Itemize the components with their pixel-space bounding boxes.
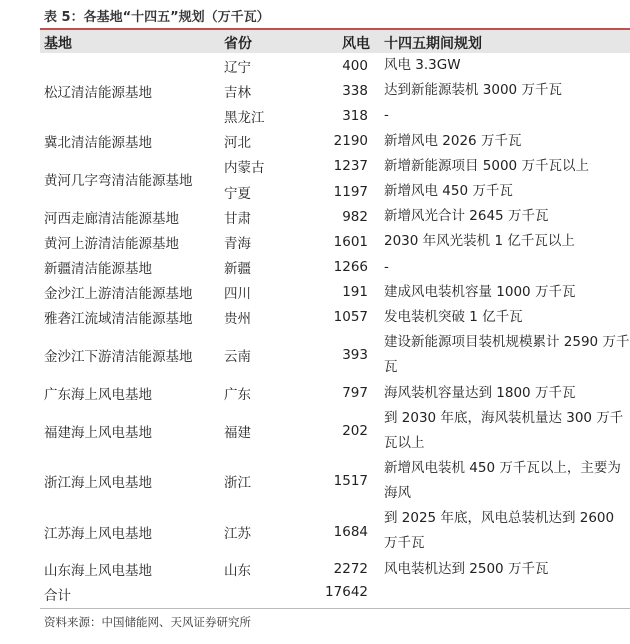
wind-cell: 191 — [342, 284, 368, 301]
province-cell: 宁夏 — [224, 185, 251, 202]
plan-cell: - — [384, 258, 389, 275]
base-group — [40, 255, 630, 280]
province-cell: 内蒙古 — [224, 160, 265, 177]
plan-cell: 到 2025 年底，风电总装机达到 2600 万千瓦 — [384, 510, 615, 552]
province-cell: 黑龙江 — [224, 109, 265, 126]
base-name-cell: 江苏海上风电基地 — [44, 525, 152, 542]
wind-cell: 393 — [342, 347, 368, 364]
base-name-cell: 黄河几字弯清洁能源基地 — [44, 172, 193, 189]
total-wind-value: 17642 — [325, 584, 368, 600]
plan-cell: 风电 3.3GW — [384, 57, 461, 74]
base-group — [40, 204, 630, 229]
wind-cell: 2272 — [333, 561, 368, 578]
table-body — [40, 53, 630, 605]
province-cell: 新疆 — [224, 261, 251, 278]
plan-cell: 新增风光合计 2645 万千瓦 — [384, 208, 549, 225]
base-group — [40, 229, 630, 254]
base-group — [40, 456, 630, 506]
base-name-cell: 福建海上风电基地 — [44, 424, 152, 441]
base-group — [40, 53, 630, 129]
base-name-cell: 雅砻江流域清洁能源基地 — [44, 311, 193, 328]
plan-cell: 新增新能源项目 5000 万千瓦以上 — [384, 157, 589, 174]
table-caption: 表 5：各基地“十四五”规划（万千瓦） — [44, 10, 270, 25]
wind-cell: 318 — [342, 107, 368, 124]
province-cell: 山东 — [224, 563, 251, 580]
plan-cell: 风电装机达到 2500 万千瓦 — [384, 560, 549, 577]
base-group — [40, 129, 630, 154]
wind-cell: 1517 — [333, 473, 368, 490]
plan-cell: 达到新能源装机 3000 万千瓦 — [384, 82, 562, 99]
wind-cell: 1266 — [333, 259, 368, 276]
province-cell: 辽宁 — [224, 59, 251, 76]
wind-cell: 338 — [342, 82, 368, 99]
province-cell: 四川 — [224, 286, 251, 303]
header-plan: 十四五期间规划 — [384, 36, 482, 52]
plan-cell: 2030 年风光装机 1 亿千瓦以上 — [384, 233, 575, 250]
wind-cell: 202 — [342, 422, 368, 439]
plan-cell: 发电装机突破 1 亿千瓦 — [384, 308, 523, 325]
base-name-cell: 金沙江下游清洁能源基地 — [44, 349, 193, 366]
plan-cell: 新增风电 450 万千瓦 — [384, 183, 513, 200]
base-group — [40, 154, 630, 204]
province-cell: 河北 — [224, 135, 251, 152]
base-name-cell: 广东海上风电基地 — [44, 387, 152, 404]
base-group — [40, 330, 630, 380]
wind-cell: 1057 — [333, 309, 368, 326]
wind-cell: 400 — [342, 57, 368, 74]
base-group — [40, 280, 630, 305]
base-name-cell: 新疆清洁能源基地 — [44, 261, 152, 278]
source-note: 资料来源：中国储能网、天风证券研究所 — [44, 615, 251, 629]
header-base: 基地 — [44, 36, 72, 52]
total-label: 合计 — [44, 588, 71, 604]
plan-cell: 新增风电 2026 万千瓦 — [384, 132, 522, 149]
base-name-cell: 黄河上游清洁能源基地 — [44, 235, 179, 252]
province-cell: 云南 — [224, 349, 251, 366]
province-cell: 江苏 — [224, 525, 251, 542]
wind-cell: 1684 — [333, 523, 368, 540]
wind-cell: 797 — [342, 385, 368, 402]
base-group — [40, 305, 630, 330]
province-cell: 甘肃 — [224, 210, 251, 227]
wind-cell: 1197 — [333, 183, 368, 200]
plan-cell: - — [384, 107, 389, 124]
province-cell: 广东 — [224, 387, 251, 404]
wind-cell: 1601 — [333, 233, 368, 250]
base-name-cell: 金沙江上游清洁能源基地 — [44, 286, 193, 303]
base-name-cell: 浙江海上风电基地 — [44, 475, 152, 492]
base-name-cell: 冀北清洁能源基地 — [44, 135, 152, 152]
wind-cell: 1237 — [333, 158, 368, 175]
header-wind: 风电 — [342, 36, 370, 52]
base-group — [40, 557, 630, 582]
province-cell: 贵州 — [224, 311, 251, 328]
base-group — [40, 380, 630, 405]
base-name-cell: 河西走廊清洁能源基地 — [44, 210, 179, 227]
plan-cell: 到 2030 年底，海风装机量达 300 万千瓦以上 — [384, 409, 624, 451]
province-cell: 浙江 — [224, 475, 251, 492]
table-header — [40, 30, 630, 53]
wind-cell: 982 — [342, 208, 368, 225]
base-group — [40, 506, 630, 556]
base-group — [40, 406, 630, 456]
plan-cell: 建设新能源项目装机规模累计 2590 万千瓦 — [384, 334, 630, 376]
province-cell: 吉林 — [224, 84, 251, 101]
wind-cell: 2190 — [333, 133, 368, 150]
base-name-cell: 松辽清洁能源基地 — [44, 84, 152, 101]
plan-cell: 海风装机容量达到 1800 万千瓦 — [384, 384, 576, 401]
bottom-rule — [40, 608, 630, 609]
base-name-cell: 山东海上风电基地 — [44, 563, 152, 580]
plan-cell: 新增风电装机 450 万千瓦以上，主要为海风 — [384, 460, 621, 502]
province-cell: 福建 — [224, 424, 251, 441]
province-cell: 青海 — [224, 235, 251, 252]
plan-cell: 建成风电装机容量 1000 万千瓦 — [384, 283, 576, 300]
total-row — [40, 582, 630, 605]
header-province: 省份 — [224, 36, 252, 52]
